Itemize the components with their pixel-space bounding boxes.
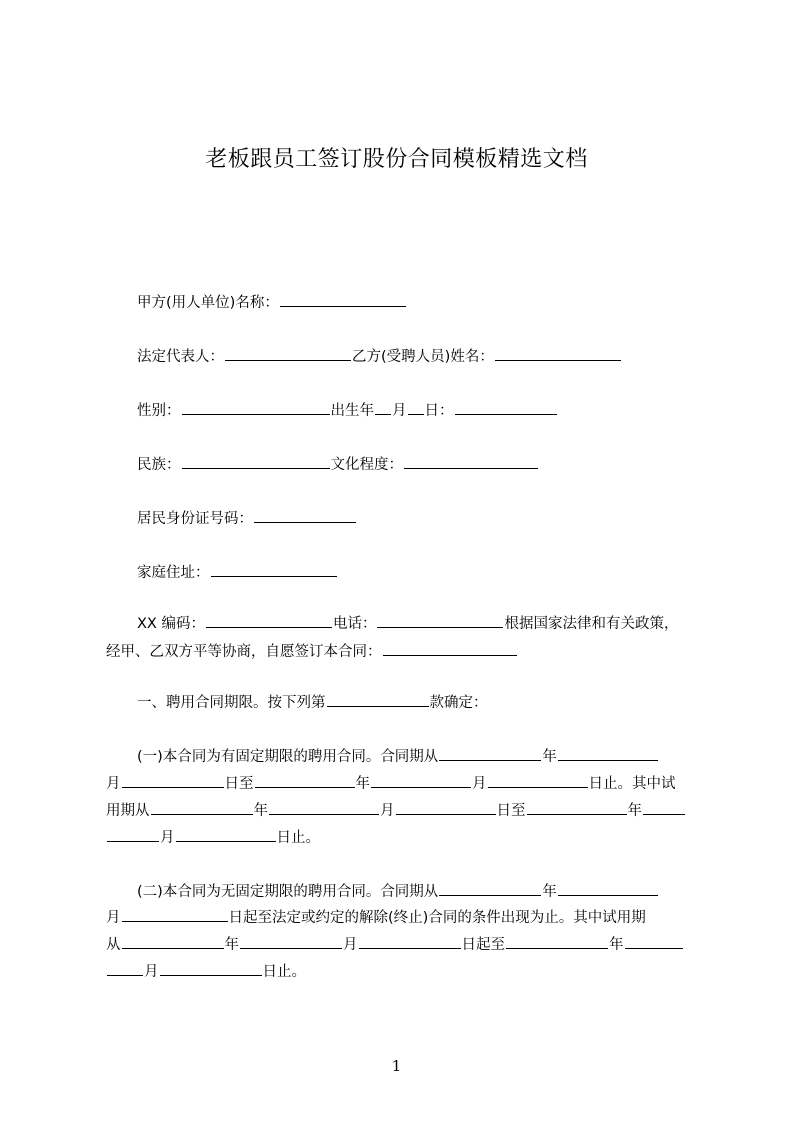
p2-text: (二)本合同为无固定期限的聘用合同。合同期从 (137, 884, 439, 900)
p2-trial-month-blank[interactable] (240, 933, 342, 949)
p1-end-month-blank[interactable] (371, 772, 471, 788)
postcode-blank[interactable] (206, 612, 332, 628)
phone-blank[interactable] (377, 612, 503, 628)
p1-line-2-end: 日止。其中试 (588, 776, 676, 792)
party-a-blank[interactable] (280, 291, 406, 307)
id-line (137, 507, 357, 529)
p1-end-day-blank[interactable] (488, 772, 588, 788)
p1-line-1 (137, 745, 659, 767)
p1-year: 年 (542, 749, 557, 765)
birth-month-blank[interactable] (375, 399, 391, 415)
intro-line-2-text: 经甲、乙双方平等协商，自愿签订本合同： (106, 644, 382, 660)
birth-day-label: 日： (424, 403, 454, 419)
p1-trial-end-month: 月 (160, 830, 175, 846)
p2-trial-day-blank[interactable] (359, 933, 461, 949)
p2-line-2-mid: 日起至法定或约定的解除(终止)合同的条件出现为止。其中试用期 (228, 910, 646, 926)
p1-month: 月 (106, 776, 121, 792)
section-1-blank[interactable] (327, 691, 429, 707)
education-label: 文化程度： (330, 457, 403, 473)
p2-trial-year: 年 (224, 937, 239, 953)
party-a-label: 甲方(用人单位)名称： (137, 295, 279, 311)
id-label: 居民身份证号码： (137, 511, 253, 527)
p2-trial-end-month: 月 (144, 964, 159, 980)
p2-trial-month: 月 (343, 937, 358, 953)
postcode-line (137, 612, 678, 634)
p1-line-3 (106, 799, 686, 821)
p1-trial-end-year: 年 (627, 803, 642, 819)
party-b-blank[interactable] (495, 345, 621, 361)
address-label: 家庭住址： (137, 565, 210, 581)
birth-year-label: 出生年 (330, 403, 374, 419)
p2-line-2 (106, 906, 646, 928)
p1-line-2 (106, 772, 676, 794)
p2-trial-end-day-blank[interactable] (160, 960, 262, 976)
p1-trial-year: 年 (253, 803, 268, 819)
party-b-label: 乙方(受聘人员)姓名： (352, 349, 494, 365)
birth-month-label: 月 (392, 403, 407, 419)
p2-line-3 (106, 933, 684, 955)
p2-trial-end-month-blank-a[interactable] (625, 933, 683, 949)
p1-trial-month-blank[interactable] (269, 799, 379, 815)
p1-trial-end-year-blank[interactable] (527, 799, 627, 815)
p2-line-4 (106, 960, 306, 982)
p2-trial-end-year: 年 (609, 937, 624, 953)
p1-year-blank[interactable] (439, 745, 541, 761)
p1-day-to: 日至 (224, 776, 254, 792)
p2-month: 月 (106, 910, 121, 926)
p1-text: (一)本合同为有固定期限的聘用合同。合同期从 (137, 749, 439, 765)
page-title: 老板跟员工签订股份合同模板精选文档 (205, 147, 588, 172)
p1-trial-end-month-blank-b[interactable] (107, 826, 159, 842)
gender-line (137, 399, 558, 421)
legal-rep-label: 法定代表人： (137, 349, 224, 365)
p2-day-blank[interactable] (122, 906, 228, 922)
education-blank[interactable] (404, 453, 538, 469)
p2-trial-end-month-blank-b[interactable] (107, 960, 143, 976)
p1-trial-day-to: 日至 (496, 803, 526, 819)
p1-day-blank[interactable] (122, 772, 224, 788)
p1-trial-day-blank[interactable] (396, 799, 496, 815)
section-1-heading (137, 691, 488, 713)
section-1-suffix: 款确定： (429, 695, 488, 711)
intro-blank[interactable] (383, 640, 517, 656)
id-blank[interactable] (254, 507, 356, 523)
p1-line-4 (106, 826, 320, 848)
p1-end-year-blank[interactable] (255, 772, 355, 788)
p1-trial-end-month-blank-a[interactable] (643, 799, 685, 815)
ethnicity-line (137, 453, 539, 475)
p2-year: 年 (542, 884, 557, 900)
p1-trial-end-day-blank[interactable] (176, 826, 276, 842)
legal-rep-line (137, 345, 622, 367)
party-a-line (137, 291, 407, 313)
phone-label: 电话： (332, 616, 377, 632)
gender-label: 性别： (137, 403, 181, 419)
p1-trial-month: 月 (380, 803, 395, 819)
ethnicity-blank[interactable] (182, 453, 330, 469)
p2-line-1 (137, 880, 659, 902)
page-number: 1 (391, 1057, 402, 1075)
p1-end-year: 年 (355, 776, 370, 792)
p1-end-month: 月 (472, 776, 487, 792)
p2-trial-end-year-blank[interactable] (506, 933, 608, 949)
p2-month-blank[interactable] (558, 880, 658, 896)
p2-trial-year-blank[interactable] (122, 933, 224, 949)
intro-tail: 根据国家法律和有关政策， (504, 616, 679, 632)
p1-trial-start: 用期从 (106, 803, 150, 819)
legal-rep-blank[interactable] (225, 345, 351, 361)
birth-day-blank[interactable] (408, 399, 424, 415)
address-blank[interactable] (211, 561, 337, 577)
address-line (137, 561, 338, 583)
postcode-label: XX 编码： (137, 616, 205, 632)
p1-line-4-end: 日止。 (276, 830, 320, 846)
birth-date-blank[interactable] (455, 399, 557, 415)
ethnicity-label: 民族： (137, 457, 181, 473)
gender-blank[interactable] (182, 399, 330, 415)
p2-line-4-end: 日止。 (262, 964, 306, 980)
p1-trial-year-blank[interactable] (151, 799, 253, 815)
p2-trial-start: 从 (106, 937, 121, 953)
p2-trial-day-to: 日起至 (461, 937, 505, 953)
intro-line-2 (106, 640, 518, 662)
p2-year-blank[interactable] (439, 880, 541, 896)
p1-month-blank[interactable] (558, 745, 658, 761)
section-1-prefix: 一、聘用合同期限。按下列第 (137, 695, 326, 711)
